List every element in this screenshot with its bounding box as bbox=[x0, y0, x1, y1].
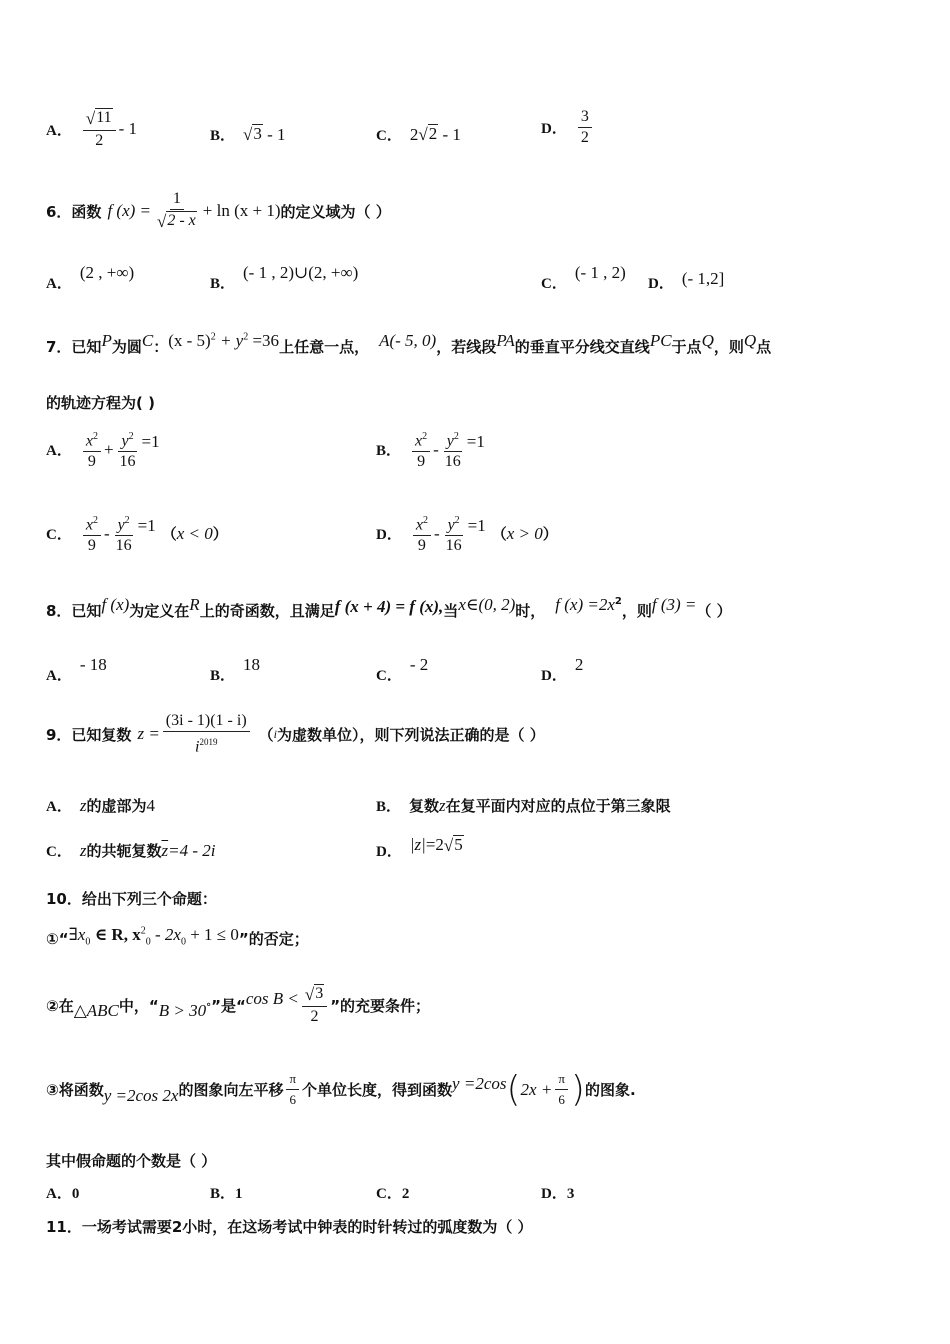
q6-stem: 6．函数 f (x) = 1 √ 2 - x + ln (x + 1) 的定义域为（ ） bbox=[46, 190, 391, 231]
q10-prop2: ②在 △ABC 中，“ B > 30 ° ”是“ cos B < √ 3 2 ”的充要条件； bbox=[46, 985, 431, 1025]
fraction: √ 11 2 bbox=[83, 108, 116, 150]
q5-option-a[interactable]: A． √ 11 2 - 1 bbox=[46, 109, 138, 149]
q6-option-a[interactable]: A． (2 , +∞) bbox=[46, 262, 135, 292]
q7-stem-line2: 的轨迹方程为( ) bbox=[46, 394, 155, 412]
option-label: A． bbox=[46, 122, 72, 139]
q7-option-d[interactable]: D． $\frac{x^2}{9}$ - $\frac{y^2}{16}$ =1 （ x > 0 ） bbox=[376, 512, 558, 555]
q10-prop3: ③将函数 y =2cos 2x 的图象向左平移 $\frac{\pi}{6}$ 个单位长度，得到函数 y =2cos ( 2x + $\frac{\pi}{6}$ ) 的图象. bbox=[46, 1068, 636, 1110]
q6-option-b[interactable]: B． (- 1 , 2)∪(2, +∞) bbox=[210, 262, 359, 292]
q9-option-d[interactable]: D． |z| =2 √ 5 bbox=[376, 834, 463, 860]
q10-option-c[interactable]: C．2 bbox=[376, 1186, 410, 1202]
q10-option-a[interactable]: A．0 bbox=[46, 1186, 80, 1202]
q8-stem: 8．已知f (x)为定义在R上的奇函数，且满足f (x + 4) = f (x),当x∈(0, 2)时， f $(x) =2x^2$，则f (3) =（ ） bbox=[46, 595, 732, 620]
q8-option-b[interactable]: B． 18 bbox=[210, 654, 261, 684]
q10-option-b[interactable]: B．1 bbox=[210, 1186, 243, 1202]
q7-option-c[interactable]: C． $\frac{x^2}{9}$ - $\frac{y^2}{16}$ =1 （ x < 0 ） bbox=[46, 512, 228, 555]
q7-option-b[interactable]: B． $\frac{x^2}{9}$ - $\frac{y^2}{16}$ =1 bbox=[376, 428, 485, 471]
q7-stem: 7．已知P为圆C：$(x - 5)^2 + y^2 =36$上任意一点， A(- 5, 0)，若线段PA的垂直平分线交直线PC于点Q，则Q点 bbox=[46, 331, 772, 356]
q5-option-b[interactable]: B． √ 3 - 1 bbox=[210, 124, 286, 144]
q10-prop1: $①“\exists x_0$ ∈ R, $x^2_0 - 2x_0 + 1 \le 0$”的否定； bbox=[46, 925, 309, 948]
q10-question: 其中假命题的个数是（ ） bbox=[46, 1152, 217, 1170]
q6-option-d[interactable]: D． (- 1,2] bbox=[648, 268, 725, 292]
q9-stem: 9．已知复数 z = $\frac{(3i - 1)(1 - i)}{i^{2019}}$ （ i 为虚数单位），则下列说法正确的是（ ） bbox=[46, 712, 545, 756]
q6-option-c[interactable]: C． (- 1 , 2) bbox=[541, 262, 626, 292]
q8-option-d[interactable]: D． 2 bbox=[541, 654, 584, 684]
q5-option-c[interactable]: C． 2 √ 2 - 1 bbox=[376, 124, 461, 144]
q9-option-c[interactable]: C． z 的共轭复数 $\overline{z}$ =4 - 2i bbox=[46, 840, 216, 860]
q8-option-c[interactable]: C． - 2 bbox=[376, 654, 429, 684]
q5-option-d[interactable]: D． $\frac{3}{2}$ bbox=[541, 108, 595, 147]
q11-stem: 11．一场考试需要2小时，在这场考试中钟表的时针转过的弧度数为（ ） bbox=[46, 1218, 533, 1236]
q10-option-d[interactable]: D．3 bbox=[541, 1186, 575, 1202]
q9-option-b[interactable]: B． 复数 z 在复平面内对应的点位于第三象限 bbox=[376, 795, 671, 815]
q9-option-a[interactable]: A． z 的虚部为 4 bbox=[46, 795, 155, 815]
q8-option-a[interactable]: A． - 18 bbox=[46, 654, 107, 684]
q10-title: 10．给出下列三个命题： bbox=[46, 890, 217, 908]
q7-option-a[interactable]: A． $\frac{x^2}{9}$ + $\frac{y^2}{16}$ =1 bbox=[46, 428, 160, 471]
